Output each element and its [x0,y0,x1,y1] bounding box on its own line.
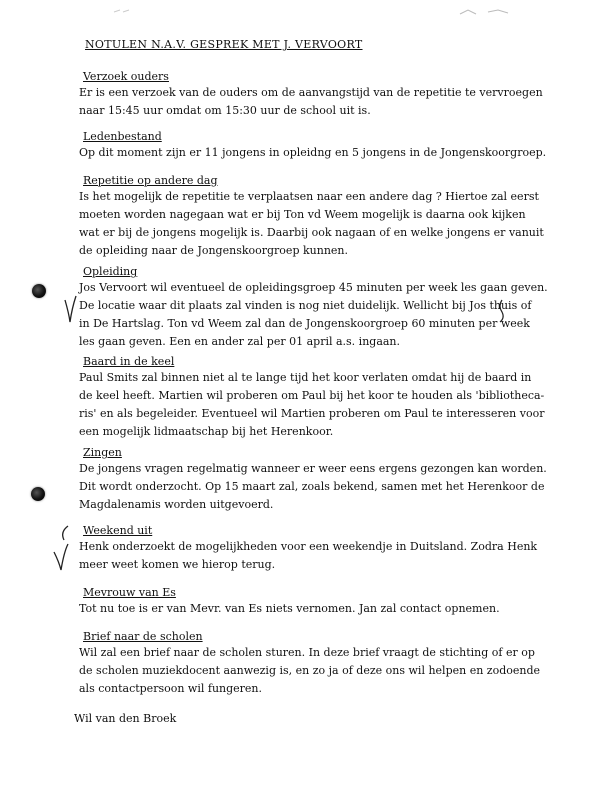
section-line: Tot nu toe is er van Mevr. van Es niets vernomen. Jan zal contact opnemen. [79,602,500,615]
section-heading: Repetitie op andere dag [83,174,218,187]
section-heading: Weekend uit [83,524,153,537]
section-line: Paul Smits zal binnen niet al te lange tijd het koor verlaten omdat hij de baard in [79,371,532,384]
section-line: naar 15:45 uur omdat om 15:30 uur de school uit is. [79,104,371,117]
section-line: ris' en als begeleider. Eventueel wil Martien proberen om Paul te interesseren voor [79,407,545,420]
section-baard-in-de-keel [79,355,599,441]
section-line: als contactpersoon wil fungeren. [79,682,263,695]
document-title: NOTULEN N.A.V. GESPREK MET J. VERVOORT [85,38,363,51]
section-heading: Mevrouw van Es [83,586,176,599]
top-right-corner-mark [458,6,518,18]
section-line: de scholen muziekdocent aanwezig is, en zo ja of deze ons wil helpen en zodoende [79,664,541,677]
section-line: Is het mogelijk de repetitie te verplaatsen naar een andere dag ? Hiertoe zal eerst [79,190,539,203]
section-line: Magdalenamis worden uitgevoerd. [79,498,274,511]
section-line: Jos Vervoort wil eventueel de opleidingsgroep 45 minuten per week les gaan geven. [79,281,548,294]
section-line: De locatie waar dit plaats zal vinden is nog niet duidelijk. Wellicht bij Jos thuis of [79,299,532,312]
section-weekend-uit [79,524,599,574]
section-opleiding [79,265,599,351]
section-ledenbestand [79,130,599,162]
section-heading: Opleiding [83,265,138,278]
punch-hole-bottom [31,487,45,501]
section-verzoek-ouders [79,70,599,120]
signature: Wil van den Broek [74,712,177,725]
section-line: Dit wordt onderzocht. Op 15 maart zal, zoals bekend, samen met het Herenkoor de [79,480,545,493]
section-heading: Zingen [83,446,122,459]
section-heading: Brief naar de scholen [83,630,203,643]
section-line: Op dit moment zijn er 11 jongens in opleidng en 5 jongens in de Jongenskoorgroep. [79,146,547,159]
top-left-corner-mark [112,6,132,16]
section-heading: Baard in de keel [83,355,175,368]
section-line: een mogelijk lidmaatschap bij het Herenkoor. [79,425,334,438]
section-line: Wil zal een brief naar de scholen sturen. In deze brief vraagt de stichting of er op [79,646,535,659]
section-mevrouw-van-es [79,586,599,618]
section-zingen [79,446,599,514]
section-brief-naar-de-scholen [79,630,599,698]
section-line: De jongens vragen regelmatig wanneer er weer eens ergens gezongen kan worden. [79,462,547,475]
section-line: Er is een verzoek van de ouders om de aanvangstijd van de repetitie te vervroegen [79,86,543,99]
section-heading: Ledenbestand [83,130,162,143]
section-heading: Verzoek ouders [83,70,169,83]
section-line: moeten worden nagegaan wat er bij Ton vd Weem mogelijk is daarna ook kijken [79,208,526,221]
section-line: les gaan geven. Een en ander zal per 01 april a.s. ingaan. [79,335,401,348]
punch-hole-top [32,284,46,298]
section-line: meer weet komen we hierop terug. [79,558,276,571]
check-mark-weekend-icon [50,522,72,572]
section-line: Henk onderzoekt de mogelijkheden voor een weekendje in Duitsland. Zodra Henk [79,540,538,553]
section-line: de opleiding naar de Jongenskoorgroep kunnen. [79,244,348,257]
section-repetitie [79,174,599,260]
section-line: de keel heeft. Martien wil proberen om Paul bij het koor te houden als 'bibliotheca- [79,389,545,402]
check-mark-opleiding-icon [62,294,78,324]
section-line: in De Hartslag. Ton vd Weem zal dan de Jongenskoorgroep 60 minuten per week [79,317,530,330]
section-line: wat er bij de jongens mogelijk is. Daarbij ook nagaan of en welke jongens er vanuit [79,226,544,239]
